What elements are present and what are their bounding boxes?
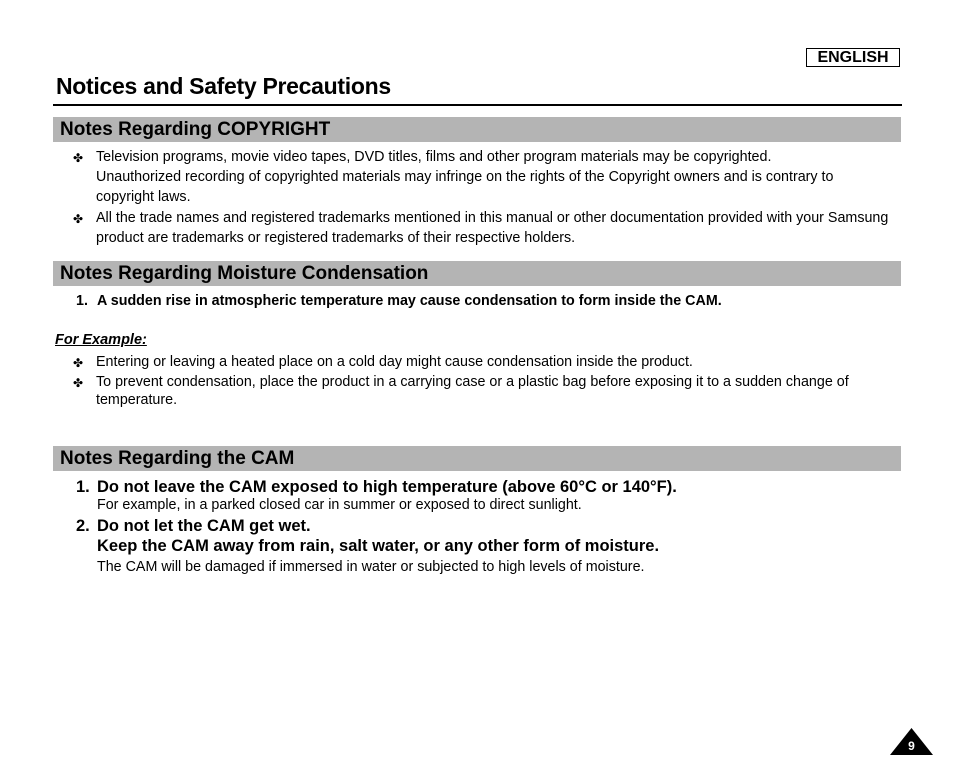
list-item bbox=[73, 147, 893, 207]
item-heading: Do not leave the CAM exposed to high temperature (above 60°C or 140°F). bbox=[97, 478, 677, 496]
bullet-text-continued: Unauthorized recording of copyrighted materials may infringe on the rights of the Copyright owners and is contrary to copyright laws. bbox=[96, 169, 834, 205]
page-number: 9 bbox=[908, 739, 915, 753]
bullet-text: To prevent condensation, place the product in a carrying case or a plastic bag before exposing it to a sudden change of temperature. bbox=[96, 374, 849, 408]
copyright-bullet-list bbox=[73, 147, 893, 249]
list-item bbox=[73, 208, 893, 248]
item-number: 2. bbox=[76, 517, 90, 535]
page-title: Notices and Safety Precautions bbox=[56, 73, 391, 99]
list-item bbox=[73, 373, 893, 409]
item-number: 1. bbox=[76, 478, 90, 496]
cam-numbered-item-2 bbox=[76, 516, 896, 577]
cross-bullet-icon: ✤ bbox=[73, 356, 84, 370]
triangle-page-marker-icon bbox=[890, 728, 933, 755]
item-heading-continued: Keep the CAM away from rain, salt water, or any other form of moisture. bbox=[97, 537, 660, 555]
bullet-text: All the trade names and registered trademarks mentioned in this manual or other documentation provided with your Samsung product are trademarks or registered trademarks of their respective holders. bbox=[96, 210, 889, 246]
language-badge: ENGLISH bbox=[806, 48, 900, 67]
moisture-bullet-list bbox=[73, 352, 893, 410]
title-rule bbox=[53, 104, 902, 106]
section-heading-copyright: Notes Regarding COPYRIGHT bbox=[53, 117, 901, 142]
item-number: 1. bbox=[76, 293, 88, 309]
example-label: For Example: bbox=[55, 332, 147, 348]
section-heading-moisture: Notes Regarding Moisture Condensation bbox=[53, 261, 901, 286]
cross-bullet-icon: ✤ bbox=[73, 212, 84, 226]
bullet-text: Entering or leaving a heated place on a cold day might cause condensation inside the product. bbox=[96, 354, 693, 370]
cross-bullet-icon: ✤ bbox=[73, 151, 84, 165]
cam-numbered-item-1 bbox=[76, 477, 896, 514]
item-heading: A sudden rise in atmospheric temperature may cause condensation to form inside the CAM. bbox=[97, 293, 722, 309]
bullet-text: Television programs, movie video tapes, DVD titles, films and other program materials may be copyrighted. bbox=[96, 149, 772, 165]
item-detail: The CAM will be damaged if immersed in water or subjected to high levels of moisture. bbox=[97, 559, 645, 575]
cross-bullet-icon: ✤ bbox=[73, 376, 84, 390]
item-heading: Do not let the CAM get wet. bbox=[97, 517, 311, 535]
section-heading-cam: Notes Regarding the CAM bbox=[53, 446, 901, 471]
list-item bbox=[73, 352, 893, 372]
moisture-numbered-item bbox=[76, 292, 896, 310]
item-detail: For example, in a parked closed car in summer or exposed to direct sunlight. bbox=[97, 497, 582, 513]
